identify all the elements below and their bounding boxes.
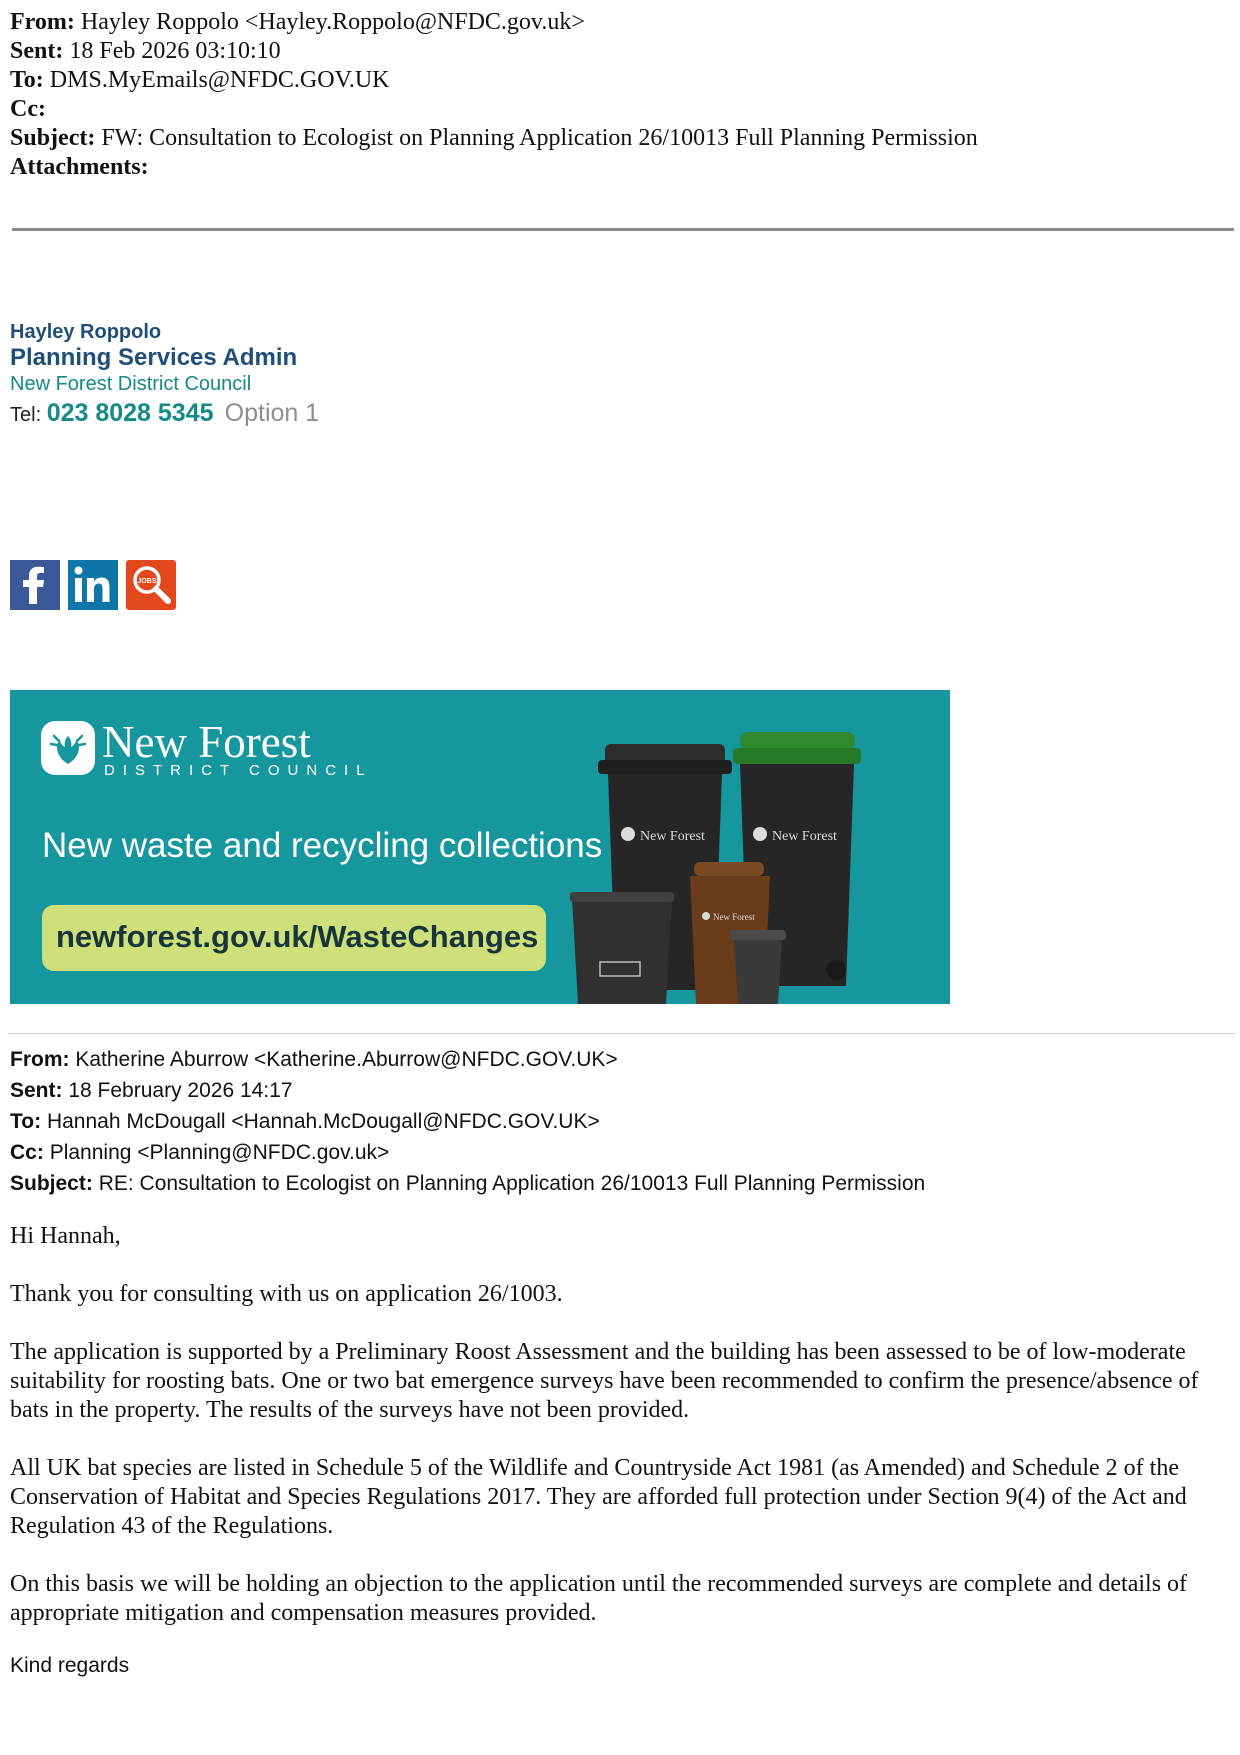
fwd-to-label: To:	[10, 1110, 42, 1133]
subject-label: Subject:	[10, 125, 96, 151]
fwd-sent-row	[10, 1075, 925, 1106]
cc-row	[10, 95, 978, 124]
message-paragraph: All UK bat species are listed in Schedule 5 of the Wildlife and Countryside Act 1981 (as Amended) and Schedule 2 of the Conservation of Habitat and Species Regulations 2017. They are afforded full protection under Section 9(4) of the Act and Regulation 43 of the Regulations.	[10, 1455, 1187, 1539]
from-label: From:	[10, 9, 75, 35]
from-row	[10, 8, 978, 37]
message-greeting: Hi Hannah,	[10, 1223, 121, 1249]
to-row	[10, 66, 978, 95]
banner-url-pill[interactable]	[42, 905, 546, 971]
fwd-from-label: From:	[10, 1048, 70, 1071]
header-divider	[12, 228, 1234, 231]
fwd-subject-label: Subject:	[10, 1172, 93, 1195]
message-closing: Kind regards	[10, 1654, 130, 1677]
email-header	[10, 8, 978, 182]
to-label: To:	[10, 67, 44, 93]
fwd-from-row	[10, 1044, 925, 1075]
forward-divider	[8, 1033, 1236, 1034]
facebook-icon[interactable]	[10, 560, 60, 610]
fwd-to-row	[10, 1106, 925, 1137]
social-links	[10, 560, 176, 610]
black-bin-label: New Forest	[640, 829, 705, 844]
small-caddy	[730, 930, 786, 1004]
forwarded-header	[10, 1044, 925, 1199]
jobs-search-icon[interactable]	[126, 560, 176, 610]
from-value[interactable]: Hayley Roppolo <Hayley.Roppolo@NFDC.gov.uk>	[80, 9, 585, 35]
banner-url[interactable]: newforest.gov.uk/WasteChanges	[56, 919, 539, 954]
sent-label: Sent:	[10, 38, 64, 64]
jobs-icon-text: JOBS	[137, 578, 157, 585]
to-value[interactable]: DMS.MyEmails@NFDC.GOV.UK	[49, 67, 390, 93]
cc-label: Cc:	[10, 96, 46, 122]
fwd-subject-value: RE: Consultation to Ecologist on Planning Application 26/10013 Full Planning Permission	[98, 1172, 926, 1195]
caddy-label: New Forest	[713, 912, 755, 922]
fwd-from-value[interactable]: Katherine Aburrow <Katherine.Aburrow@NFDC.GOV.UK>	[75, 1048, 618, 1071]
waste-collection-banner[interactable]	[10, 690, 950, 1004]
tel-option: Option 1	[224, 399, 320, 427]
signature-organisation: New Forest District Council	[10, 373, 252, 395]
tel-number[interactable]: 023 8028 5345	[46, 399, 214, 427]
banner-headline: New waste and recycling collections	[42, 826, 603, 865]
sent-row	[10, 37, 978, 66]
logo-title: New Forest	[102, 717, 311, 767]
message-body	[10, 1222, 1232, 1657]
sent-value: 18 Feb 2026 03:10:10	[69, 38, 281, 64]
message-paragraph: Thank you for consulting with us on application 26/1003.	[10, 1281, 563, 1307]
signature-name: Hayley Roppolo	[10, 321, 162, 343]
message-paragraph: On this basis we will be holding an objection to the application until the recommended surveys are complete and details of appropriate mitigation and compensation measures provided.	[10, 1571, 1188, 1626]
wheelie-bins-illustration	[570, 730, 940, 1004]
fwd-to-value[interactable]: Hannah McDougall <Hannah.McDougall@NFDC.GOV.UK>	[46, 1110, 600, 1133]
message-paragraph: The application is supported by a Preliminary Roost Assessment and the building has been assessed to be of low-moderate suitability for roosting bats. One or two bat emergence surveys have been recommended to confirm the presence/absence of bats in the property. The results of the surveys have not been provided.	[10, 1339, 1199, 1423]
green-bin-label: New Forest	[772, 829, 837, 844]
logo-subtitle: DISTRICT COUNCIL	[104, 762, 373, 779]
tel-label: Tel:	[10, 404, 42, 426]
fwd-cc-row	[10, 1137, 925, 1168]
attachments-label: Attachments:	[10, 154, 149, 180]
email-signature	[10, 320, 319, 430]
fwd-subject-row	[10, 1168, 925, 1199]
recycling-box	[570, 892, 674, 1004]
subject-value: FW: Consultation to Ecologist on Planning Application 26/10013 Full Planning Permission	[101, 125, 978, 151]
signature-telephone	[10, 398, 319, 430]
fwd-sent-label: Sent:	[10, 1079, 63, 1102]
council-crest-icon	[40, 720, 96, 776]
linkedin-icon[interactable]	[68, 560, 118, 610]
subject-row	[10, 124, 978, 153]
signature-role: Planning Services Admin	[10, 344, 298, 371]
fwd-cc-label: Cc:	[10, 1141, 44, 1164]
fwd-sent-value: 18 February 2026 14:17	[68, 1079, 293, 1102]
council-logo	[40, 717, 373, 781]
fwd-cc-value[interactable]: Planning <Planning@NFDC.gov.uk>	[49, 1141, 390, 1164]
attachments-row	[10, 153, 978, 182]
